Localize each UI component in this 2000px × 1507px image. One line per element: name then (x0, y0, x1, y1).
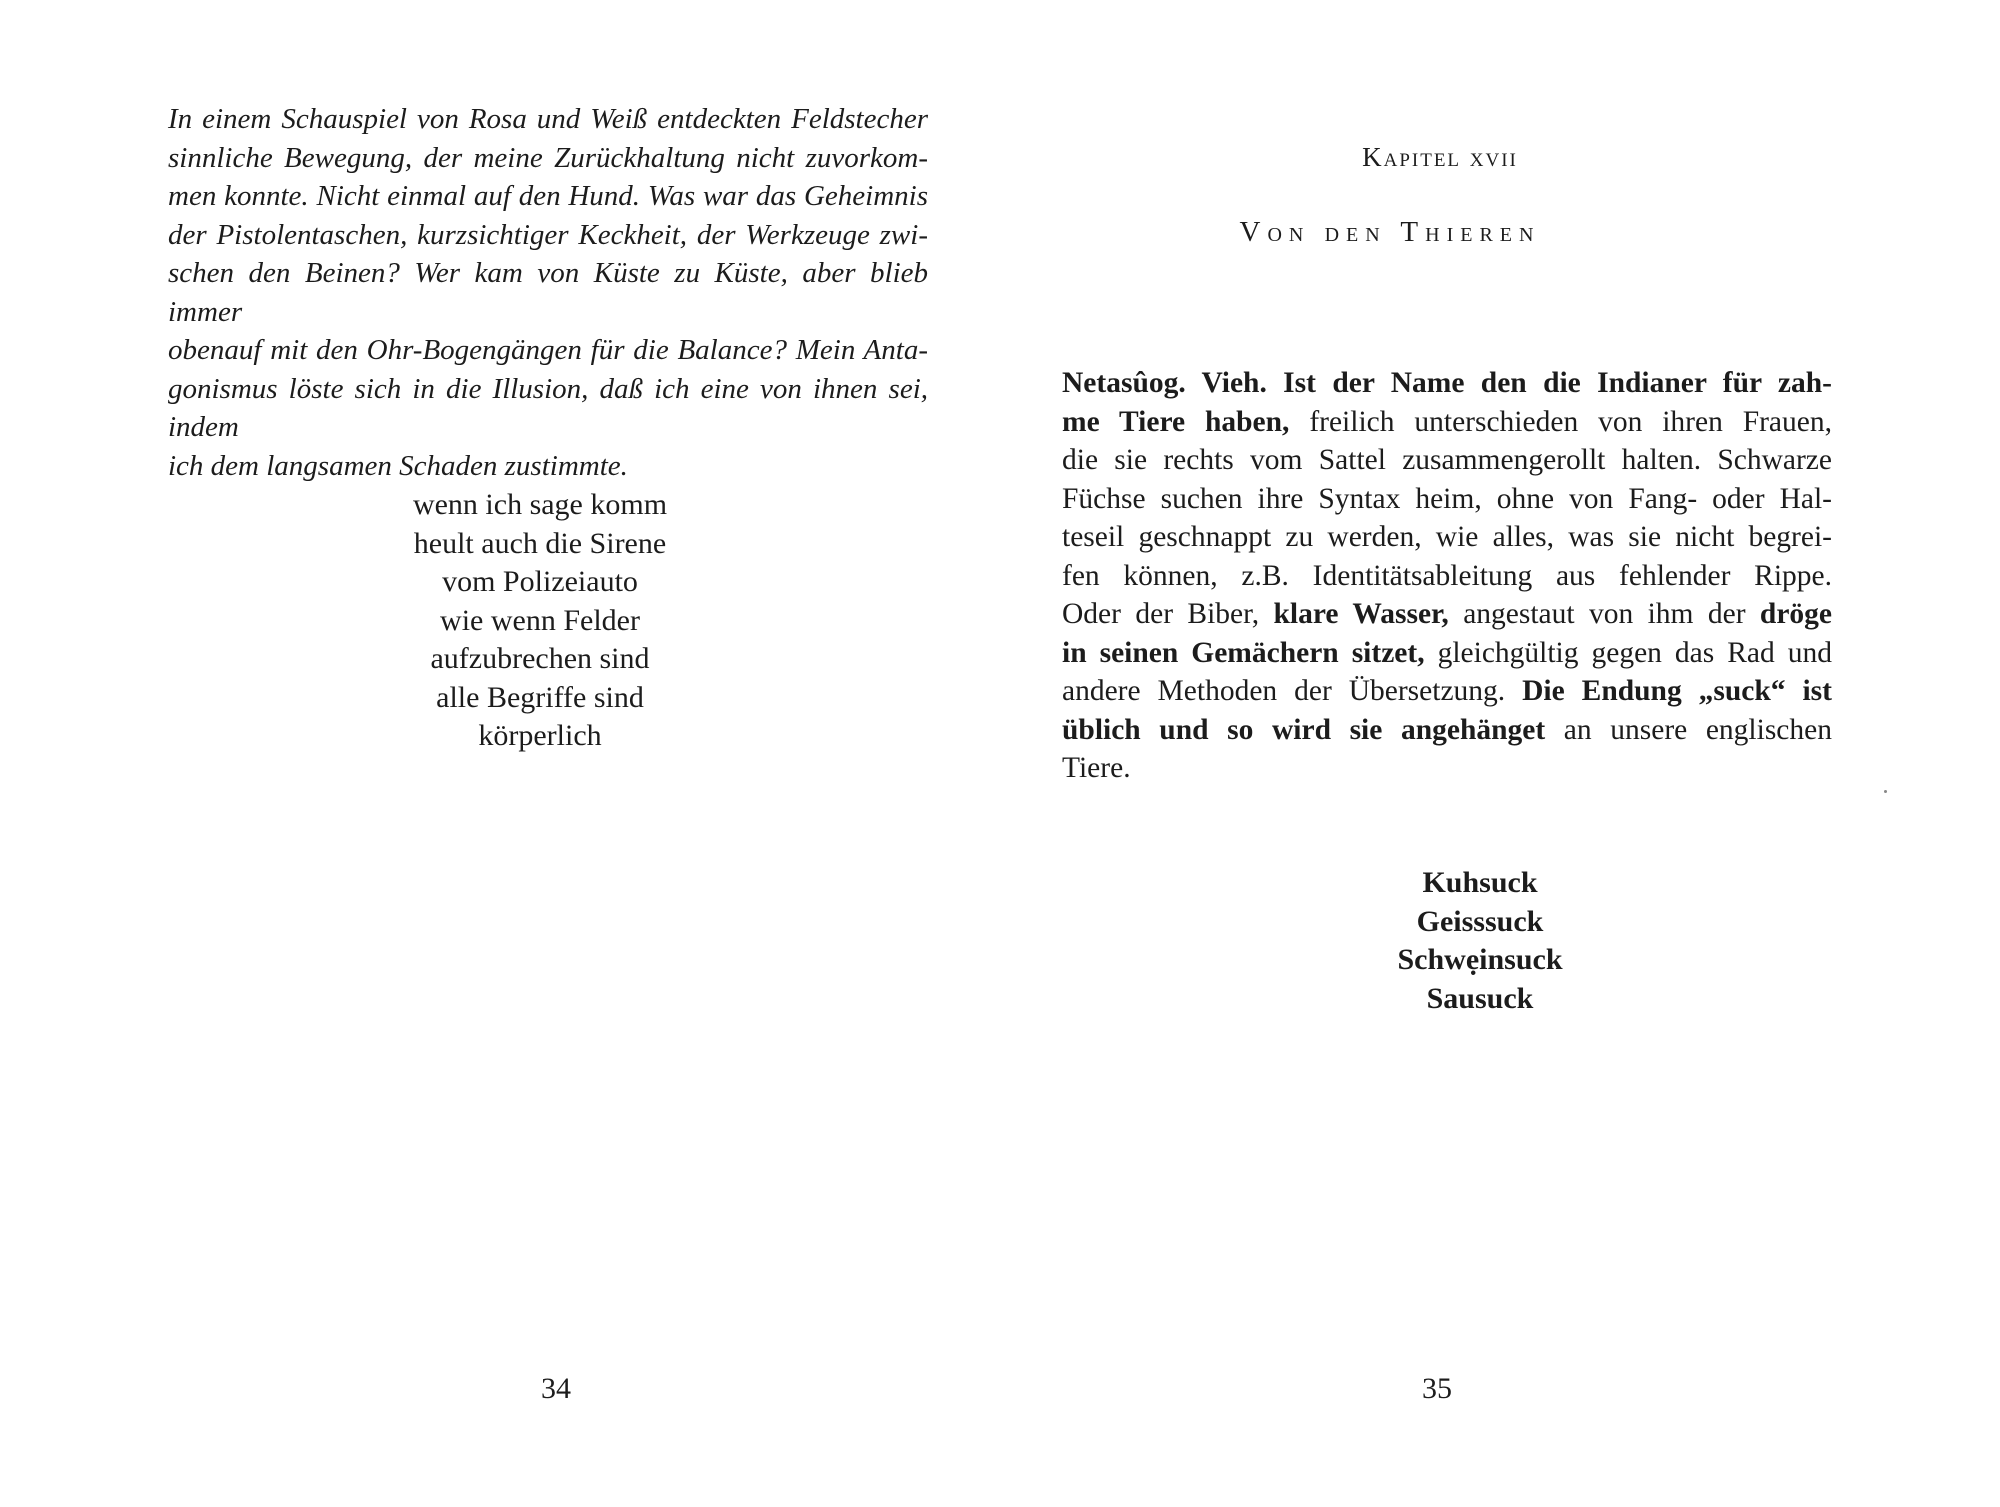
text-run: gleichgültig gegen das Rad und (1424, 636, 1832, 669)
poem-line: aufzubrechen sind (430, 642, 650, 675)
prose-line: men konnte. Nicht einmal auf den Hund. Was war das Geheimnis (168, 180, 928, 212)
bold-phrase: me Tiere haben, (1062, 405, 1290, 438)
prose-line: schen den Beinen? Wer kam von Küste zu Küste, aber blieb immer (168, 257, 928, 328)
bold-phrase: Die Endung „suck“ ist (1522, 675, 1832, 707)
prose-line: In einem Schauspiel von Rosa und Weiß entdeckten Feldstecher (168, 103, 928, 135)
prose-line (1062, 595, 1832, 634)
word-item: Kuhsuck (1422, 866, 1538, 899)
bold-phrase: in seinen Gemächern sitzet, (1062, 636, 1425, 669)
bold-phrase: Netasûog. Vieh. Ist der Name den die Indianer für zah- (1062, 367, 1832, 399)
prose-line (1062, 364, 1832, 403)
prose-line: gonismus löste sich in die Illusion, daß ich eine von ihnen sei, indem (168, 372, 928, 443)
scan-speck (1884, 790, 1887, 793)
chapter-title: Kapitel xvii (1362, 142, 1518, 172)
word-item: Schwẹinsuck (1397, 943, 1563, 976)
text-run: andere Methoden der Übersetzung. (1062, 675, 1523, 707)
prose-line: Füchse suchen ihre Syntax heim, ohne von Fang- oder Hal- (1062, 482, 1832, 515)
prose-line: Tiere. (1062, 752, 1131, 784)
poem-line: vom Polizeiauto (442, 565, 638, 598)
chapter-subtitle: Von den Thieren (1239, 216, 1541, 248)
prose-line: teseil geschnappt zu werden, wie alles, was sie nicht begrei- (1062, 521, 1832, 553)
prose-line: der Pistolentaschen, kurzsichtiger Keckheit, der Werkzeuge zwi- (168, 218, 928, 251)
bold-phrase: dröge (1759, 598, 1833, 630)
prose-line: sinnliche Bewegung, der meine Zurückhaltung nicht zuvorkom- (168, 141, 928, 174)
poem-line: wenn ich sage komm (412, 488, 668, 521)
word-item: Geisssuck (1416, 904, 1544, 938)
word-item: Sausuck (1426, 981, 1534, 1015)
italic-prose-paragraph (168, 100, 928, 485)
text-run: Oder der Biber, (1062, 598, 1274, 630)
page-number-left: 34 (541, 1372, 571, 1405)
prose-line: die sie rechts vom Sattel zusammengerollt halten. Schwarze (1062, 444, 1832, 476)
bold-phrase: klare Wasser, (1273, 598, 1449, 630)
poem-line: alle Begriffe sind (436, 680, 644, 714)
body-paragraph (1062, 364, 1832, 788)
prose-line: fen können, z.B. Identitätsableitung aus fehlender Rippe. (1062, 559, 1832, 592)
page-number-right: 35 (1422, 1372, 1452, 1405)
prose-line: ich dem langsamen Schaden zustimmte. (168, 449, 628, 482)
poem-line: heult auch die Sirene (413, 526, 667, 560)
poem-line: körperlich (478, 719, 602, 752)
bold-phrase: üblich und so wird sie angehänget (1062, 713, 1546, 746)
prose-line (1062, 672, 1832, 711)
text-run: an unsere englischen (1545, 713, 1832, 746)
prose-line (1062, 711, 1832, 750)
text-run: freilich unterschieden von ihren Frauen, (1289, 405, 1832, 438)
right-page (1000, 0, 2000, 1507)
text-run: angestaut von ihm der (1448, 598, 1760, 630)
poem-stanza (340, 486, 740, 756)
animal-word-list (1330, 864, 1630, 1018)
prose-line (1062, 403, 1832, 442)
poem-line: wie wenn Felder (440, 603, 640, 637)
prose-line (1062, 634, 1832, 673)
prose-line: obenauf mit den Ohr-Bogengängen für die Balance? Mein Anta- (168, 334, 928, 366)
